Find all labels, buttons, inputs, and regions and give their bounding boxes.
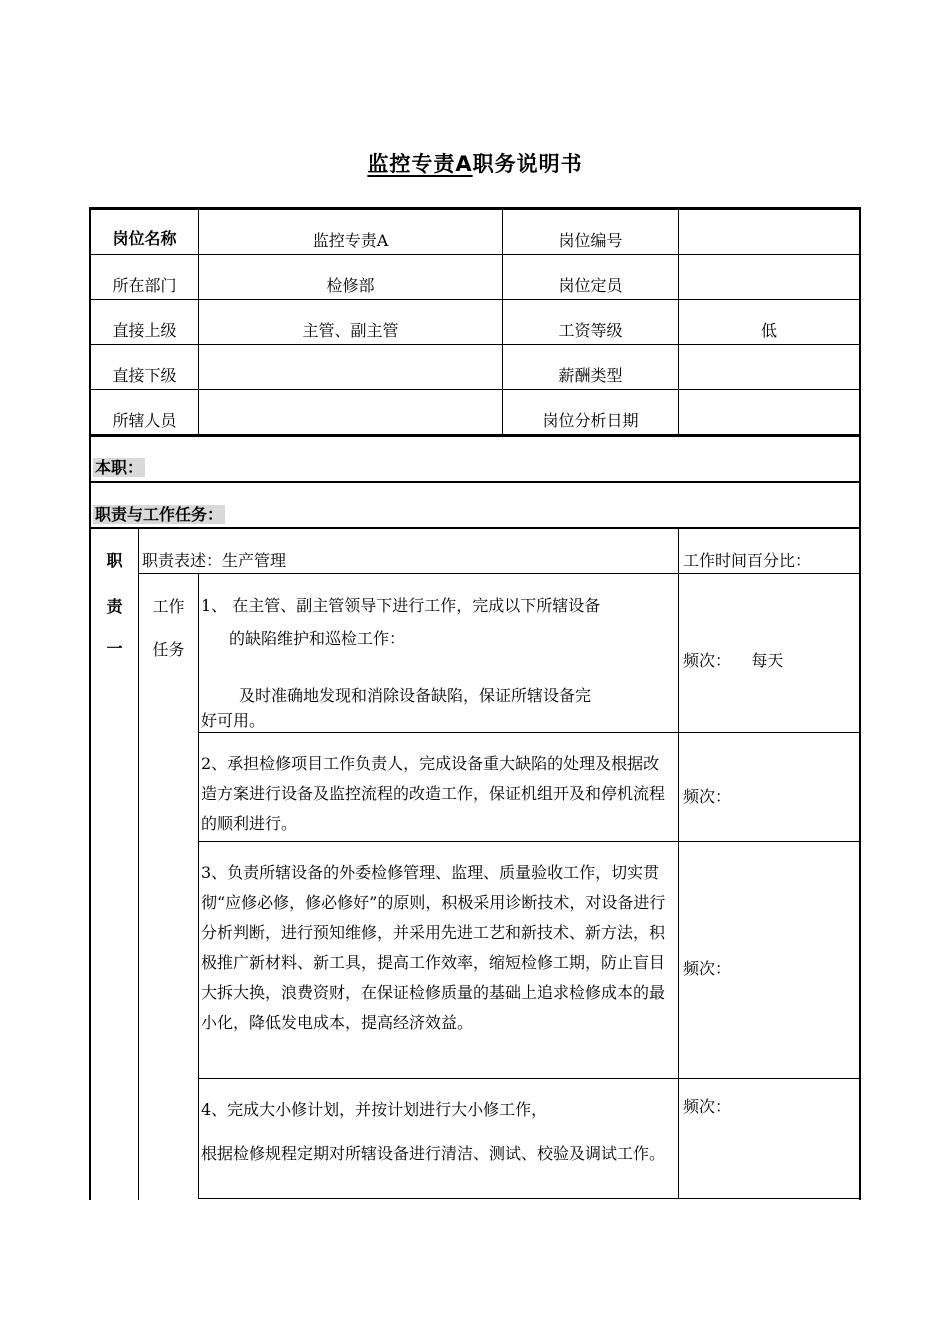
label-supervisor: 直接上级 <box>112 321 177 340</box>
duty-char-1: 职 <box>106 551 123 570</box>
task-2-text: 2、承担检修项目工作负责人，完成设备重大缺陷的处理及根据改造方案进行设备及监控流程的改造工作，保证机组开及和停机流程的顺利进行。 <box>201 754 666 833</box>
task-1-line-3: 及时准确地发现和消除设备缺陷，保证所辖设备完 <box>239 686 592 705</box>
task-1-line-2: 的缺陷维护和巡检工作： <box>229 629 406 648</box>
label-subordinate: 直接下级 <box>112 366 177 385</box>
document-title <box>0 148 950 178</box>
title-underlined: 监控专责A <box>367 152 473 176</box>
label-headcount: 岗位定员 <box>558 276 623 295</box>
section-duties: 职责与工作任务： <box>95 505 224 524</box>
label-pay-type: 薪酬类型 <box>558 366 623 385</box>
value-position-name: 监控专责A <box>312 231 389 250</box>
label-analysis-date: 岗位分析日期 <box>542 411 639 430</box>
task-4-text-2: 根据检修规程定期对所辖设备进行清洁、测试、校验及调试工作。 <box>201 1144 666 1163</box>
value-department: 检修部 <box>326 276 375 295</box>
task-label-2: 任务 <box>152 640 185 659</box>
label-salary-grade: 工资等级 <box>558 321 623 340</box>
duty-char-2: 责 <box>106 597 123 616</box>
value-supervisor: 主管、副主管 <box>302 321 399 340</box>
title-rest: 职务说明书 <box>472 152 583 176</box>
task-3-text: 3、负责所辖设备的外委检修管理、监理、质量验收工作，切实贯彻“应修必修，修必修好”的原则，积极采用诊断技术，对设备进行分析判断，进行预知维修，并采用先进工艺和新技术、新方法，积极推广新材料、新工具，提高工作效率，缩短检修工期，防止盲目大拆大换，浪费资财，在保证检修质量的基础上追求检修成本的最小化，降低发电成本，提高经济效益。 <box>201 863 666 1032</box>
label-position-code: 岗位编号 <box>558 231 623 250</box>
task-3-frequency: 频次： <box>683 959 732 978</box>
label-department: 所在部门 <box>112 276 177 295</box>
task-4-line-1: 4、完成大小修计划，并按计划进行大小修工作， <box>201 1100 548 1119</box>
task-1-line-1: 1、 在主管、副主管领导下进行工作，完成以下所辖设备 <box>201 596 601 615</box>
task-1-line-4: 好可用。 <box>201 711 266 730</box>
value-salary-grade: 低 <box>760 321 777 340</box>
section-benzhi: 本职： <box>95 458 144 477</box>
task-4-frequency: 频次： <box>683 1097 732 1116</box>
task-1-frequency: 频次： 每天 <box>683 651 784 670</box>
label-position-name: 岗位名称 <box>112 229 177 248</box>
task-label-1: 工作 <box>152 597 185 616</box>
duty-char-3: 一 <box>106 639 123 658</box>
time-percentage-label: 工作时间百分比： <box>683 551 812 570</box>
label-staff: 所辖人员 <box>112 411 177 430</box>
task-2-frequency: 频次： <box>683 787 732 806</box>
duty-description: 职责表述：生产管理 <box>142 551 287 570</box>
